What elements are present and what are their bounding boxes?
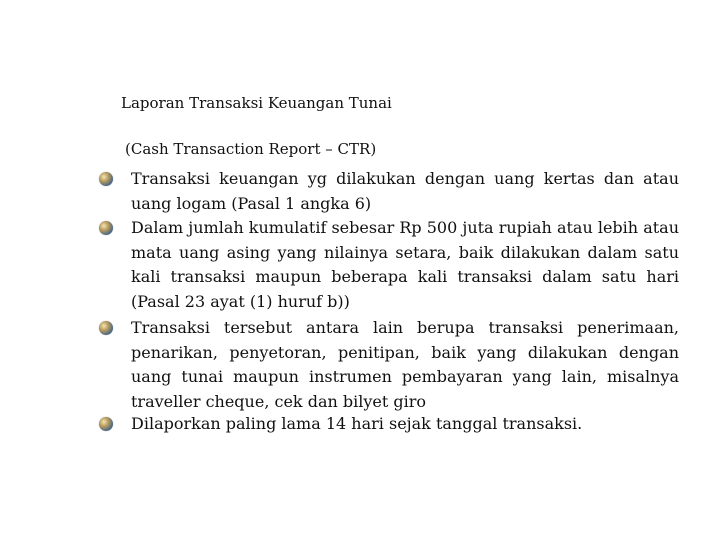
bullet-item	[131, 167, 679, 216]
bullet-item	[131, 412, 679, 437]
bullet-text: Transaksi keuangan yg dilakukan dengan uang kertas dan atau uang logam (Pasal 1 angka 6)	[131, 169, 679, 213]
bullet-item	[131, 316, 679, 414]
bullet-text: Dilaporkan paling lama 14 hari sejak tanggal transaksi.	[131, 414, 583, 433]
slide-title: Laporan Transaksi Keuangan Tunai	[121, 94, 392, 112]
sphere-bullet-icon	[99, 221, 113, 235]
bullet-text: Transaksi tersebut antara lain berupa transaksi penerimaan, penarikan, penyetoran, penitipan, baik yang dilakukan dengan uang tunai maupun instrumen pembayaran yang lain, misalnya traveller cheque, cek dan bilyet giro	[131, 318, 679, 411]
sphere-bullet-icon	[99, 172, 113, 186]
sphere-bullet-icon	[99, 417, 113, 431]
slide-subtitle: (Cash Transaction Report – CTR)	[125, 140, 377, 158]
bullet-text: Dalam jumlah kumulatif sebesar Rp 500 juta rupiah atau lebih atau mata uang asing yang nilainya setara, baik dilakukan dalam satu kali transaksi maupun beberapa kali transaksi dalam satu hari (Pasal 23 ayat (1) huruf b))	[131, 218, 679, 311]
sphere-bullet-icon	[99, 321, 113, 335]
bullet-item	[131, 216, 679, 314]
